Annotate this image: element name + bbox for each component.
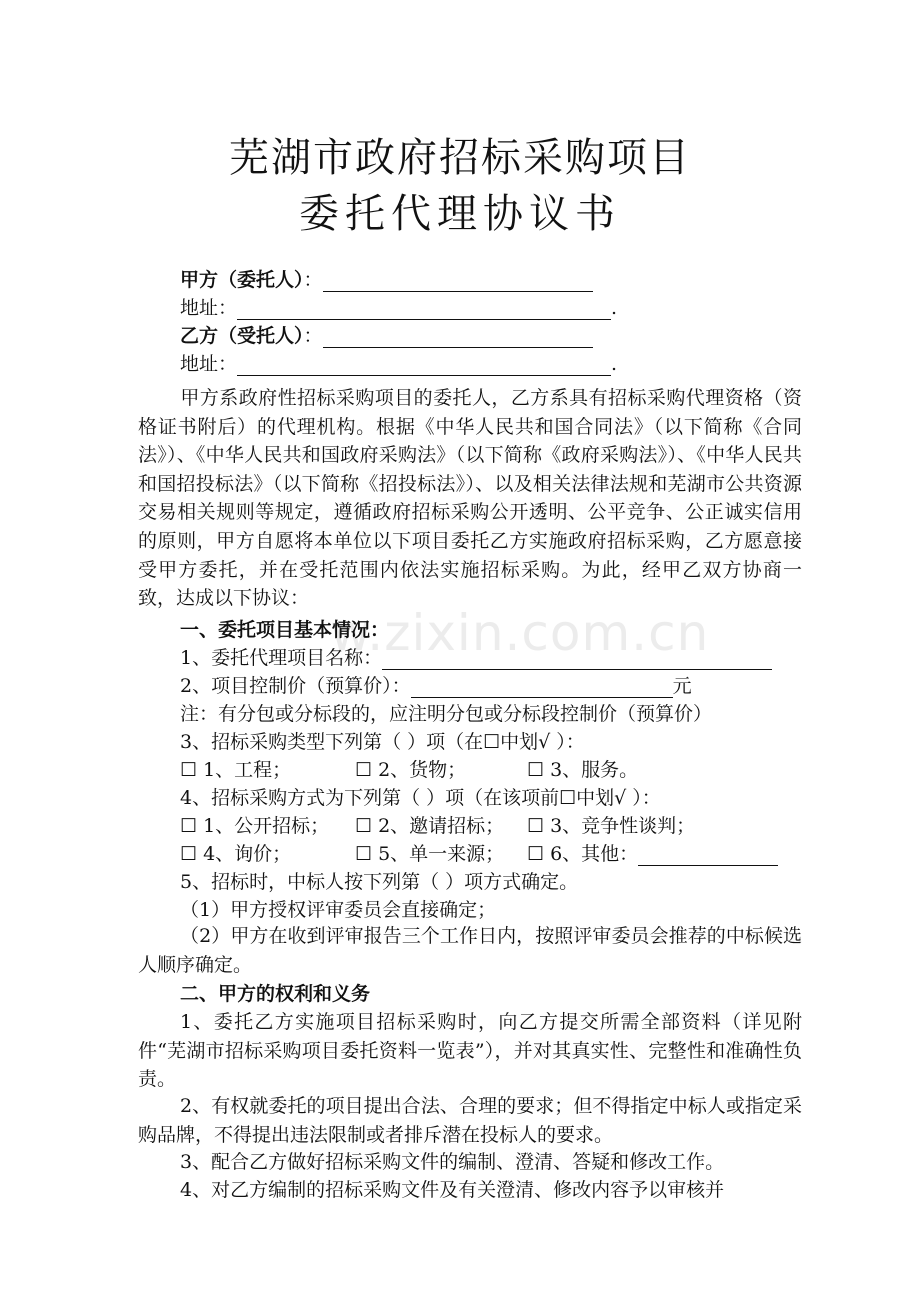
section-1-heading: 一、委托项目基本情况： bbox=[180, 619, 390, 641]
title-line-1: 芜湖市政府招标采购项目 bbox=[229, 135, 691, 181]
section-2-item-3: 3、配合乙方做好招标采购文件的编制、澄清、答疑和修改工作。 bbox=[180, 1151, 725, 1173]
address-label: 地址： bbox=[180, 297, 238, 319]
method-option-2[interactable]: ☐ 2、邀请招标； bbox=[355, 815, 505, 837]
party-b-row: 乙方（受托人）： bbox=[180, 322, 593, 350]
method-option-5[interactable]: ☐ 5、单一来源； bbox=[355, 843, 505, 865]
watermark: w.zixin.com.cn bbox=[330, 604, 710, 662]
party-a-address-blank[interactable] bbox=[237, 299, 611, 320]
title-line-2: 委托代理协议书 bbox=[299, 191, 621, 237]
note-row: 注：有分包或分标段的，应注明分包或分标段控制价（预算价） bbox=[180, 703, 713, 725]
item-1-row: 1、委托代理项目名称： bbox=[180, 644, 772, 672]
method-option-3[interactable]: ☐ 3、竞争性谈判； bbox=[527, 815, 696, 837]
award-option-1: （1）甲方授权评审委员会直接确定； bbox=[180, 899, 497, 921]
party-b-label: 乙方（受托人） bbox=[180, 325, 304, 347]
item-2-row: 2、项目控制价（预算价）： 元 bbox=[180, 675, 692, 697]
method-option-6-row bbox=[527, 840, 778, 868]
method-option-6[interactable]: ☐ 6、其他： bbox=[527, 843, 639, 865]
project-name-blank[interactable] bbox=[382, 649, 772, 670]
award-option-2: （2）甲方在收到评审报告三个工作日内，按照评审委员会推荐的中标候选人顺序确定。 bbox=[138, 925, 802, 976]
method-option-1[interactable]: ☐ 1、公开招标； bbox=[180, 815, 330, 837]
section-2-item-4: 4、对乙方编制的招标采购文件及有关澄清、修改内容予以审核并 bbox=[180, 1179, 725, 1201]
section-2-item-2: 2、有权就委托的项目提出合法、合理的要求；但不得指定中标人或指定采购品牌，不得提出违法限制或者排斥潜在投标人的要求。 bbox=[138, 1095, 802, 1146]
party-a-label: 甲方（委托人） bbox=[180, 269, 304, 291]
party-b-blank[interactable] bbox=[323, 327, 593, 348]
item-3-row: 3、招标采购类型下列第（ ）项（在☐中划√ ）： bbox=[180, 731, 585, 753]
type-option-1[interactable]: ☐ 1、工程； bbox=[180, 759, 292, 781]
method-option-4[interactable]: ☐ 4、询价； bbox=[180, 843, 292, 865]
section-2-item-1: 1、委托乙方实施项目招标采购时，向乙方提交所需全部资料（详见附件“芜湖市招标采购项目委托资料一览表”），并对其真实性、完整性和准确性负责。 bbox=[138, 1011, 802, 1091]
item-4-row: 4、招标采购方式为下列第（ ）项（在该项前☐中划√ ）： bbox=[180, 787, 661, 809]
party-a-blank[interactable] bbox=[323, 271, 593, 292]
control-price-blank[interactable] bbox=[411, 677, 673, 698]
party-a-row: 甲方（委托人）： bbox=[180, 266, 593, 294]
section-2-heading: 二、甲方的权利和义务 bbox=[180, 983, 371, 1005]
party-b-address-row: 地址： . bbox=[180, 353, 618, 375]
type-option-2[interactable]: ☐ 2、货物； bbox=[355, 759, 467, 781]
party-b-address-blank[interactable] bbox=[237, 355, 611, 376]
item-5-row: 5、招标时，中标人按下列第（ ）项方式确定。 bbox=[180, 871, 579, 893]
type-option-3[interactable]: ☐ 3、服务。 bbox=[527, 759, 639, 781]
address-label: 地址： bbox=[180, 353, 238, 375]
party-a-address-row: 地址： . bbox=[180, 297, 618, 319]
other-method-blank[interactable] bbox=[638, 845, 778, 866]
intro-paragraph: 甲方系政府性招标采购项目的委托人，乙方系具有招标采购代理资格（资格证书附后）的代理机构。根据《中华人民共和国合同法》（以下简称《合同法》）、《中华人民共和国政府采购法》（以下简称《政府采购法》）、《中华人民共和国招投标法》（以下简称《招投标法》）、以及相关法律法规和芜湖市公共资源交易相关规则等规定，遵循政府招标采购公开透明、公平竞争、公正诚实信用的原则，甲方自愿将本单位以下项目委托乙方实施政府招标采购，乙方愿意接受甲方委托，并在受托范围内依法实施招标采购。为此，经甲乙双方协商一致，达成以下协议： bbox=[138, 387, 802, 610]
